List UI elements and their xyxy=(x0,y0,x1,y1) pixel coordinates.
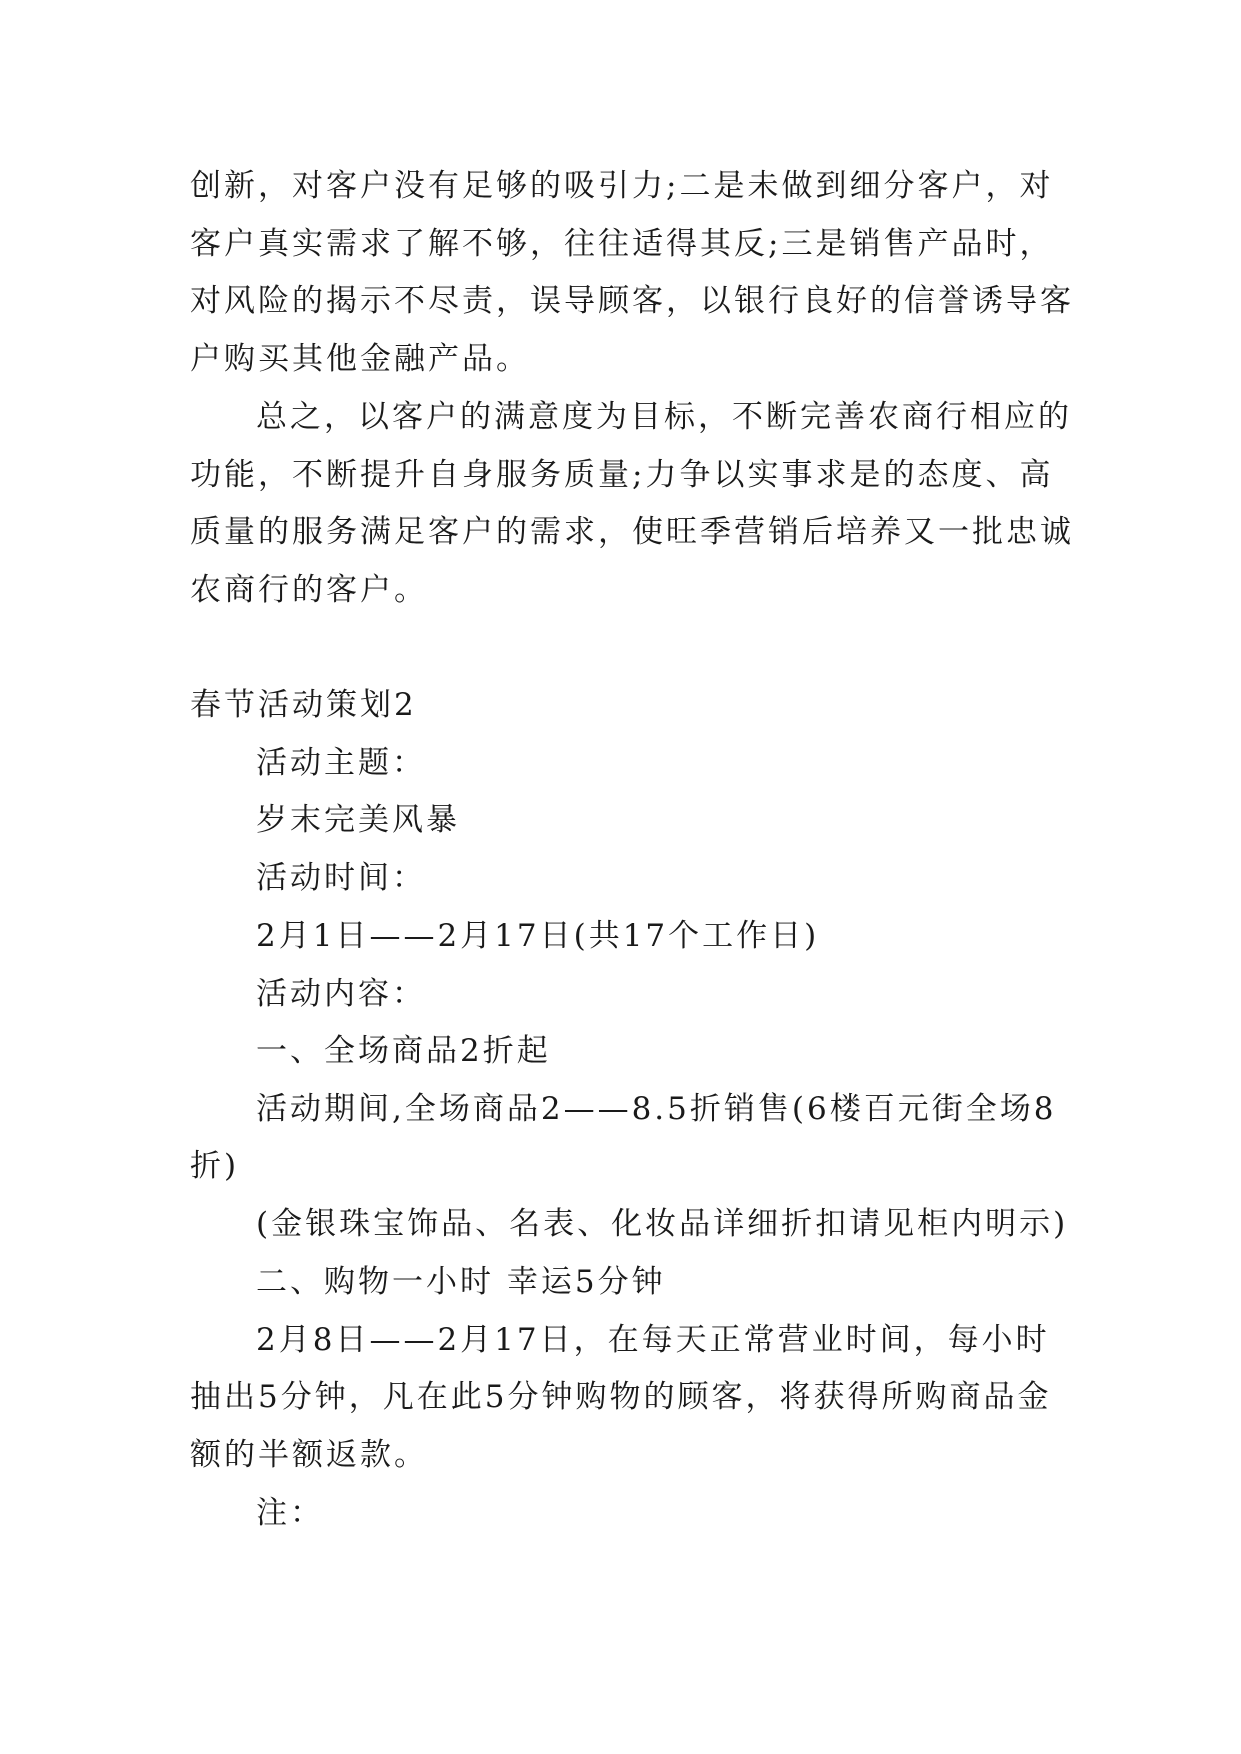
paragraph-line: 户购买其他金融产品。 xyxy=(190,341,530,377)
section-heading: 春节活动策划2 xyxy=(190,687,417,723)
paragraph-line: 注： xyxy=(256,1495,324,1531)
paragraph-line: 功能，不断提升自身服务质量;力争以实事求是的态度、高 xyxy=(190,457,1054,493)
paragraph-line: (金银珠宝饰品、名表、化妆品详细折扣请见柜内明示) xyxy=(256,1206,1069,1242)
paragraph-line: 质量的服务满足客户的需求，使旺季营销后培养又一批忠诚 xyxy=(190,514,1074,550)
paragraph-line: 一、全场商品2折起 xyxy=(256,1033,551,1069)
paragraph-line: 总之，以客户的满意度为目标，不断完善农商行相应的 xyxy=(256,399,1072,435)
paragraph-line: 对风险的揭示不尽责，误导顾客，以银行良好的信誉诱导客 xyxy=(190,283,1074,319)
paragraph-line: 活动期间,全场商品2——8.5折销售(6楼百元街全场8 xyxy=(256,1091,1057,1127)
paragraph-line: 创新，对客户没有足够的吸引力;二是未做到细分客户，对 xyxy=(190,168,1054,204)
paragraph-line: 折) xyxy=(190,1148,240,1184)
paragraph-line: 抽出5分钟，凡在此5分钟购物的顾客，将获得所购商品金 xyxy=(190,1379,1052,1415)
paragraph-line: 岁末完美风暴 xyxy=(256,802,460,838)
paragraph-line: 额的半额返款。 xyxy=(190,1437,428,1473)
paragraph-line: 2月8日——2月17日，在每天正常营业时间，每小时 xyxy=(256,1322,1050,1358)
paragraph-line: 活动主题： xyxy=(256,745,426,781)
paragraph-line: 2月1日——2月17日(共17个工作日) xyxy=(256,918,820,954)
paragraph-line: 活动时间： xyxy=(256,860,426,896)
paragraph-line: 农商行的客户。 xyxy=(190,572,428,608)
paragraph-line: 客户真实需求了解不够，往往适得其反;三是销售产品时， xyxy=(190,226,1054,262)
paragraph-line: 活动内容： xyxy=(256,976,426,1012)
paragraph-line: 二、购物一小时 幸运5分钟 xyxy=(256,1264,666,1300)
